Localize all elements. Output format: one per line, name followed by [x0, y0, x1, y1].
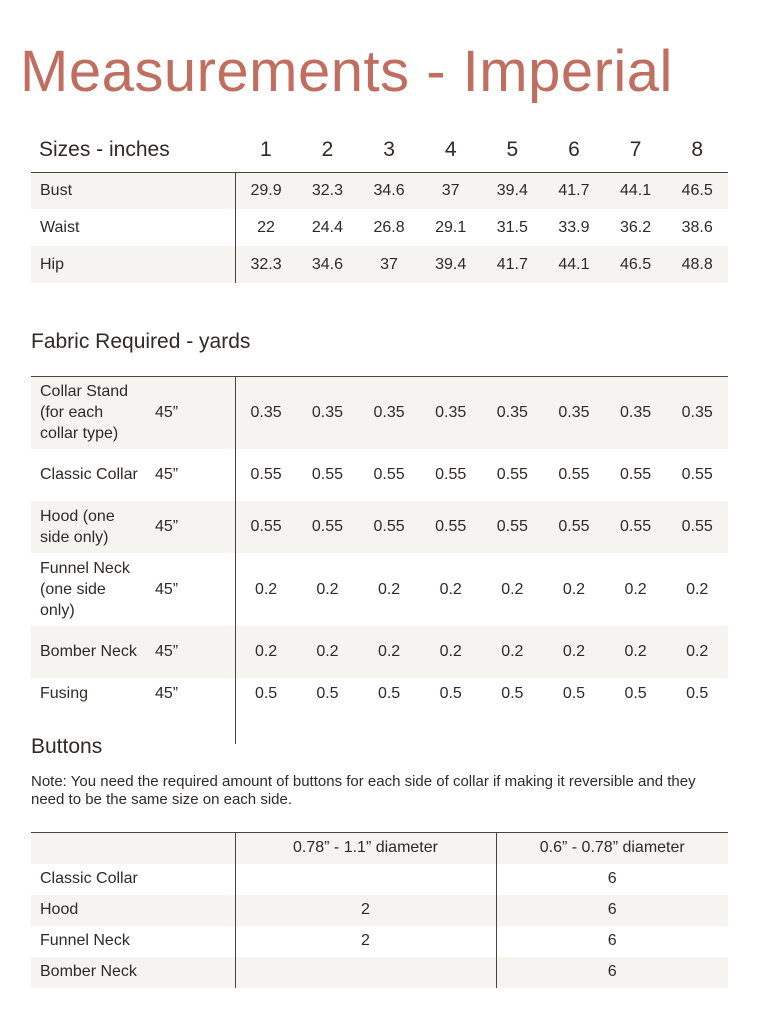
cell-value: 0.2	[358, 626, 420, 678]
cell-value: 26.8	[373, 218, 405, 236]
cell-value: 37	[358, 246, 420, 283]
cell-value: 46.5	[666, 172, 728, 209]
cell-value: 0.5	[686, 685, 709, 702]
cell-value: 46.5	[605, 246, 667, 283]
buttons-row-classic-collar	[31, 864, 728, 895]
row-label: Hood	[31, 895, 235, 926]
cell-value: 0.2	[501, 580, 524, 598]
cell-value: 41.7	[482, 246, 544, 283]
row-label: Collar Stand (for each collar type)	[31, 377, 141, 449]
fabric-table	[31, 376, 728, 744]
cell-value: 0.35	[297, 377, 359, 449]
cell-value: 0.55	[666, 501, 728, 553]
cell-value: 0.35	[605, 377, 667, 449]
cell-value: 0.55	[373, 466, 405, 483]
fabric-row-funnel-neck	[31, 553, 728, 626]
cell-value: 0.55	[235, 501, 297, 553]
cell-value: 39.4	[482, 172, 544, 209]
cell-value: 0.2	[316, 580, 339, 598]
cell-value: 0.55	[358, 501, 420, 553]
cell-value: 44.1	[605, 172, 667, 209]
fabric-width: 45”	[141, 377, 235, 449]
cell-value: 0.2	[420, 626, 482, 678]
cell-value: 0.5	[316, 685, 339, 702]
cell-value: 0.2	[482, 626, 544, 678]
cell-value: 29.9	[235, 172, 297, 209]
cell-value: 22	[257, 218, 275, 236]
cell-value: 6	[607, 932, 617, 949]
cell-value: 0.55	[619, 466, 652, 483]
spacer-cell	[543, 710, 605, 744]
page-title: Measurements - Imperial	[20, 39, 673, 104]
fabric-width: 45”	[141, 501, 235, 553]
size-header: 5	[482, 128, 544, 172]
spacer-cell	[420, 710, 482, 744]
cell-value: 0.55	[543, 501, 605, 553]
cell-value: 0.2	[254, 580, 278, 598]
cell-value: 0.2	[235, 626, 297, 678]
cell-value: 0.35	[482, 377, 544, 449]
size-header: 4	[420, 128, 482, 172]
cell-value: 0.55	[435, 466, 467, 483]
row-label: Waist	[31, 209, 235, 246]
sizes-table	[31, 128, 728, 283]
cell-value: 2	[235, 926, 496, 957]
cell-value: 0.55	[297, 501, 359, 553]
cell-value: 0.2	[297, 626, 359, 678]
cell-value: 0.2	[562, 580, 586, 598]
cell-value: 0.2	[666, 626, 728, 678]
size-header: 2	[297, 128, 359, 172]
size-header: 7	[605, 128, 667, 172]
spacer-cell	[605, 710, 667, 744]
size-header: 8	[666, 128, 728, 172]
row-label: Bomber Neck	[31, 626, 141, 678]
buttons-note: Note: You need the required amount of buttons for each side of collar if making it reversible and they need to be the same size on each side.	[31, 773, 696, 808]
buttons-row-bomber-neck	[31, 957, 728, 988]
row-label: Bomber Neck	[31, 957, 235, 988]
spacer-cell	[235, 710, 297, 744]
fabric-width: 45”	[141, 553, 235, 626]
row-label: Hip	[31, 246, 235, 283]
cell-value: 2	[235, 895, 496, 926]
cell-value: 24.4	[311, 218, 343, 236]
cell-value: 34.6	[358, 172, 420, 209]
cell-value: 0.55	[482, 501, 544, 553]
cell-value: 29.1	[435, 218, 467, 236]
column-small-diameter: 0.6” - 0.78” diameter	[496, 833, 728, 864]
cell-value: 0.5	[501, 685, 524, 702]
row-label: Hood (one side only)	[31, 501, 141, 553]
row-label: Classic Collar	[40, 466, 138, 483]
fabric-row-fusing	[31, 678, 728, 710]
cell-value: 0.5	[439, 685, 462, 702]
row-label: Funnel Neck (one side only)	[40, 559, 130, 619]
cell-value: 6	[496, 895, 728, 926]
cell-value: 6	[496, 957, 728, 988]
cell-value: 0.35	[543, 377, 605, 449]
cell-value: 0.2	[439, 580, 462, 598]
cell-value: 33.9	[558, 218, 590, 236]
header-empty	[31, 833, 235, 864]
buttons-row-hood	[31, 895, 728, 926]
fabric-row-classic-collar	[31, 449, 728, 501]
fabric-row-bomber-neck	[31, 626, 728, 678]
cell-value: 39.4	[420, 246, 482, 283]
cell-value: 0.55	[605, 501, 667, 553]
cell-value	[235, 864, 496, 895]
spacer-cell	[297, 710, 359, 744]
cell-value: 0.35	[235, 377, 297, 449]
cell-value: 48.8	[666, 246, 728, 283]
size-header: 3	[358, 128, 420, 172]
cell-value: 31.5	[496, 218, 528, 236]
fabric-width: 45”	[141, 626, 235, 678]
cell-value	[235, 957, 496, 988]
buttons-heading: Buttons	[31, 735, 103, 758]
cell-value: 41.7	[543, 172, 605, 209]
cell-value: 0.35	[420, 377, 482, 449]
cell-value: 0.55	[558, 466, 590, 483]
column-large-diameter: 0.78” - 1.1” diameter	[235, 833, 496, 864]
cell-value: 0.5	[377, 685, 401, 702]
cell-value: 0.5	[624, 685, 647, 702]
buttons-header-row	[31, 833, 728, 864]
cell-value: 6	[607, 870, 617, 887]
fabric-heading: Fabric Required - yards	[31, 330, 251, 353]
row-label: Fusing	[40, 685, 89, 702]
fabric-width: 45”	[141, 449, 235, 501]
cell-value: 0.5	[254, 685, 278, 702]
row-label: Classic Collar	[31, 864, 235, 895]
fabric-row-spacer	[31, 710, 728, 744]
cell-value: 0.2	[624, 580, 647, 598]
cell-value: 32.3	[235, 246, 297, 283]
fabric-width: 45”	[141, 678, 235, 710]
cell-value: 0.2	[605, 626, 667, 678]
cell-value: 32.3	[297, 172, 359, 209]
measurement-row-hip	[31, 246, 728, 283]
cell-value: 36.2	[619, 218, 652, 236]
size-header: 1	[235, 128, 297, 172]
spacer-cell	[482, 710, 544, 744]
sizes-header-row	[31, 128, 728, 172]
cell-value: 0.35	[666, 377, 728, 449]
row-label: Funnel Neck	[31, 926, 235, 957]
size-header: 6	[543, 128, 605, 172]
spacer-cell	[358, 710, 420, 744]
spacer-cell	[666, 710, 728, 744]
cell-value: 34.6	[297, 246, 359, 283]
spacer-cell	[141, 710, 235, 744]
sizes-header-label: Sizes - inches	[31, 128, 235, 172]
cell-value: 38.6	[681, 218, 713, 236]
cell-value: 0.2	[377, 580, 401, 598]
fabric-row-hood	[31, 501, 728, 553]
measurement-row-bust	[31, 172, 728, 209]
cell-value: 0.55	[681, 466, 713, 483]
buttons-table	[31, 832, 728, 988]
cell-value: 0.55	[311, 466, 343, 483]
cell-value: 0.55	[420, 501, 482, 553]
row-label: Bust	[31, 172, 235, 209]
cell-value: 44.1	[543, 246, 605, 283]
cell-value: 0.35	[358, 377, 420, 449]
cell-value: 0.55	[250, 466, 282, 483]
buttons-row-funnel-neck	[31, 926, 728, 957]
cell-value: 0.5	[562, 685, 586, 702]
fabric-row-collar-stand	[31, 377, 728, 449]
cell-value: 0.2	[543, 626, 605, 678]
cell-value: 0.55	[496, 466, 528, 483]
cell-value: 0.2	[686, 580, 709, 598]
cell-value: 37	[420, 172, 482, 209]
measurement-row-waist	[31, 209, 728, 246]
